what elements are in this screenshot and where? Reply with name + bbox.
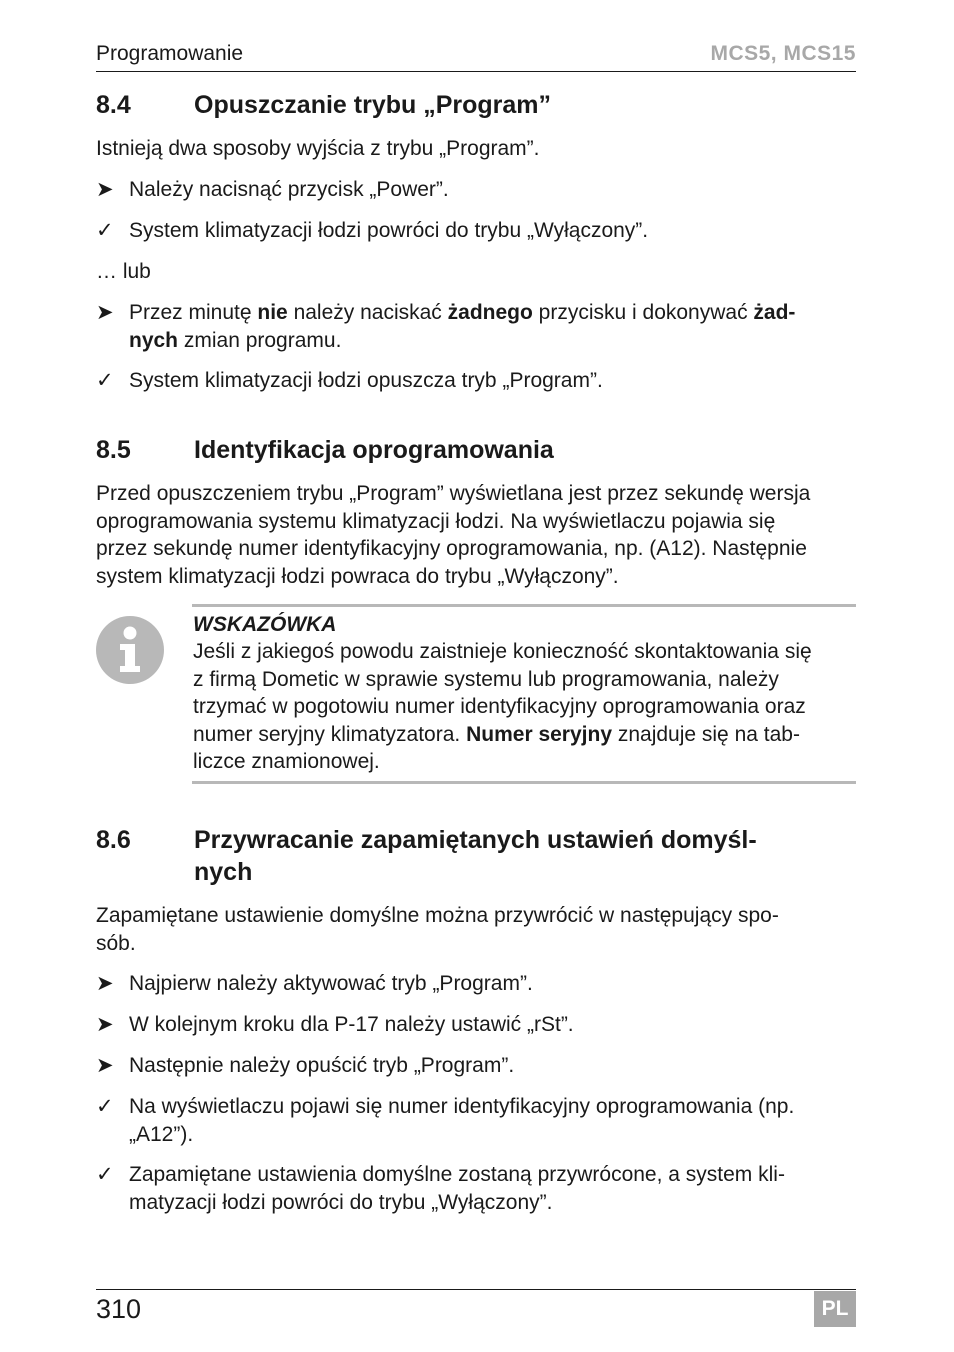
step-text: Następnie należy opuścić tryb „Program”. — [129, 1054, 515, 1077]
note-top-rule — [192, 604, 856, 607]
result-text: Zapamiętane ustawienia domyślne zostaną przywrócone, a system kli- matyzacji łodzi powróci do trybu „Wyłączony”. — [129, 1163, 785, 1214]
section-number: 8.4 — [96, 91, 131, 119]
arrow-icon: ➤ — [96, 1054, 114, 1077]
checkmark-icon: ✓ — [96, 1163, 114, 1186]
emphasis: Numer seryjny — [466, 722, 612, 746]
result-text: System klimatyzacji łodzi opuszcza tryb „Program”. — [129, 369, 603, 392]
result-text: Na wyświetlaczu pojawi się numer identyfikacyjny oprogramowania (np. „A12”). — [129, 1095, 795, 1146]
step-text: Należy nacisnąć przycisk „Power”. — [129, 178, 449, 201]
note-title: WSKAZÓWKA — [193, 613, 337, 636]
note-bottom-rule — [192, 781, 856, 784]
arrow-icon: ➤ — [96, 1013, 114, 1036]
header-divider — [96, 71, 856, 72]
or-text: … lub — [96, 260, 151, 283]
section-number: 8.5 — [96, 436, 131, 464]
emphasis: nych — [129, 328, 179, 352]
emphasis: nie — [257, 301, 288, 324]
step-text: Przez minutę nie należy naciskać żadnego przycisku i dokonywać żad- nych zmian programu. — [129, 301, 796, 352]
section-8-5-body: Przed opuszczeniem trybu „Program” wyświetlana jest przez sekundę wersja oprogramowania systemu klimatyzacji łodzi. Na wyświetlaczu pojawia się przez sekundę numer identyfikacyjny oprogramowania, np. (A12). Następnie system klimatyzacji łodzi powraca do trybu „Wyłączony”. — [96, 482, 811, 588]
arrow-icon: ➤ — [96, 301, 114, 324]
running-header-section: Programowanie — [96, 42, 244, 65]
emphasis: żadnego — [447, 301, 533, 324]
arrow-icon: ➤ — [96, 972, 114, 995]
info-icon — [96, 616, 164, 684]
section-8-4-intro: Istnieją dwa sposoby wyjścia z trybu „Program”. — [96, 137, 540, 160]
section-title: Opuszczanie trybu „Program” — [194, 91, 552, 119]
section-title: Przywracanie zapamiętanych ustawień domyśl- nych — [194, 826, 757, 886]
step-text: Najpierw należy aktywować tryb „Program”. — [129, 972, 533, 995]
note-body: Jeśli z jakiegoś powodu zaistnieje konieczność skontaktowania się z firmą Dometic w sprawie systemu lub programowania, należy trzymać w pogotowiu numer identyfikacyjny oprogramowania oraz numer seryjny klimatyzatora. Numer seryjny znajduje się na tab- liczce znamionowej. — [193, 640, 812, 773]
page-number: 310 — [96, 1294, 142, 1324]
emphasis: żad- — [753, 301, 796, 324]
section-title: Identyfikacja oprogramowania — [194, 436, 554, 464]
arrow-icon: ➤ — [96, 178, 114, 201]
checkmark-icon: ✓ — [96, 219, 114, 242]
checkmark-icon: ✓ — [96, 1095, 114, 1118]
checkmark-icon: ✓ — [96, 369, 114, 392]
section-number: 8.6 — [96, 826, 131, 854]
section-8-6-intro: Zapamiętane ustawienie domyślne można przywrócić w następujący spo- sób. — [96, 904, 779, 955]
result-text: System klimatyzacji łodzi powróci do trybu „Wyłączony”. — [129, 219, 649, 242]
running-header-model: MCS5, MCS15 — [710, 42, 856, 65]
language-badge: PL — [814, 1291, 856, 1327]
footer-divider — [96, 1289, 856, 1290]
step-text: W kolejnym kroku dla P-17 należy ustawić „rSt”. — [129, 1013, 574, 1036]
